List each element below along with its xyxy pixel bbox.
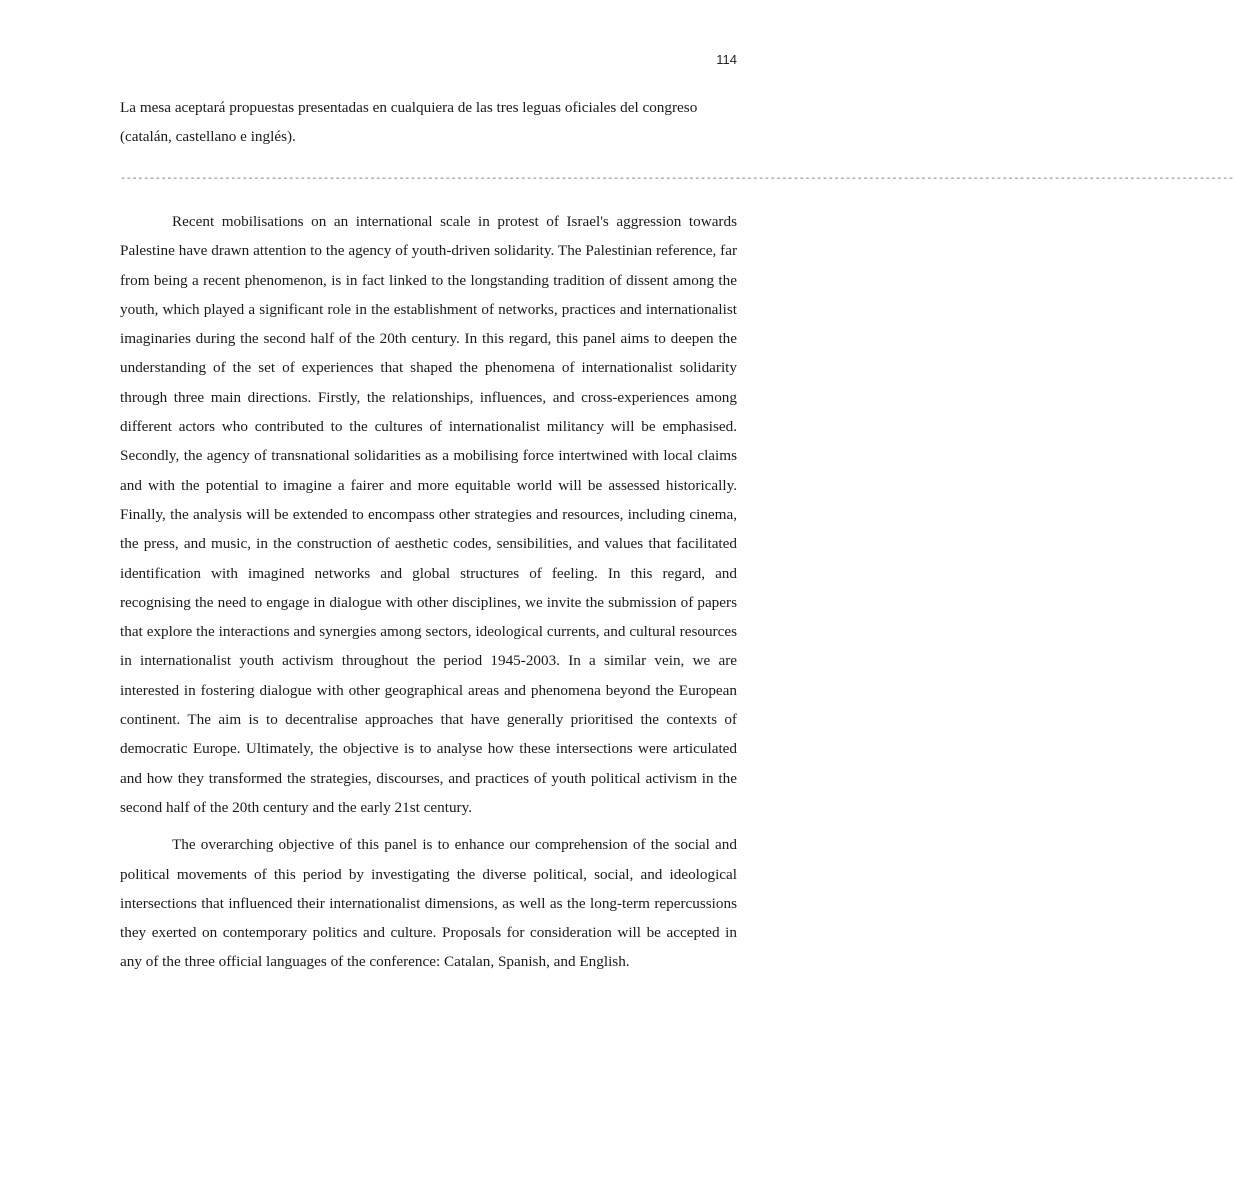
body-text bbox=[120, 207, 737, 977]
page-number: 114 bbox=[716, 52, 737, 67]
intro-paragraph: La mesa aceptará propuestas presentadas en cualquiera de las tres leguas oficiales del congreso (catalán, castellano e inglés). bbox=[120, 99, 698, 146]
section-divider: ------------------------------------------------------------------------------------------------------------------------------------------------------------------------------------------------ bbox=[120, 174, 1234, 185]
body-paragraph-2: The overarching objective of this panel is to enhance our comprehension of the social and political movements of this period by investigating the diverse political, social, and ideological intersections that influenced their internationalist dimensions, as well as the long-term repercussions they exerted on contemporary politics and culture. Proposals for consideration will be accepted in any of the three official languages of the conference: Catalan, Spanish, and English. bbox=[120, 836, 737, 971]
body-paragraph-1: Recent mobilisations on an international scale in protest of Israel's aggression towards Palestine have drawn attention to the agency of youth-driven solidarity. The Palestinian reference, far from being a recent phenomenon, is in fact linked to the longstanding tradition of dissent among the youth, which played a significant role in the establishment of networks, practices and internationalist imaginaries during the second half of the 20th century. In this regard, this panel aims to deepen the understanding of the set of experiences that shaped the phenomena of internationalist solidarity through three main directions. Firstly, the relationships, influences, and cross-experiences among different actors who contributed to the cultures of internationalist militancy will be emphasised. Secondly, the agency of transnational solidarities as a mobilising force intertwined with local claims and with the potential to imagine a fairer and more equitable world will be assessed historically. Finally, the analysis will be extended to encompass other strategies and resources, including cinema, the press, and music, in the construction of aesthetic codes, sensibilities, and values that facilitated identification with imagined networks and global structures of feeling. In this regard, and recognising the need to engage in dialogue with other disciplines, we invite the submission of papers that explore the interactions and synergies among sectors, ideological currents, and cultural resources in internationalist youth activism throughout the period 1945-2003. In a similar vein, we are interested in fostering dialogue with other geographical areas and phenomena beyond the European continent. The aim is to decentralise approaches that have generally prioritised the contexts of democratic Europe. Ultimately, the objective is to analyse how these intersections were articulated and how they transformed the strategies, discourses, and practices of youth political activism in the second half of the 20th century and the early 21st century. bbox=[120, 213, 737, 816]
